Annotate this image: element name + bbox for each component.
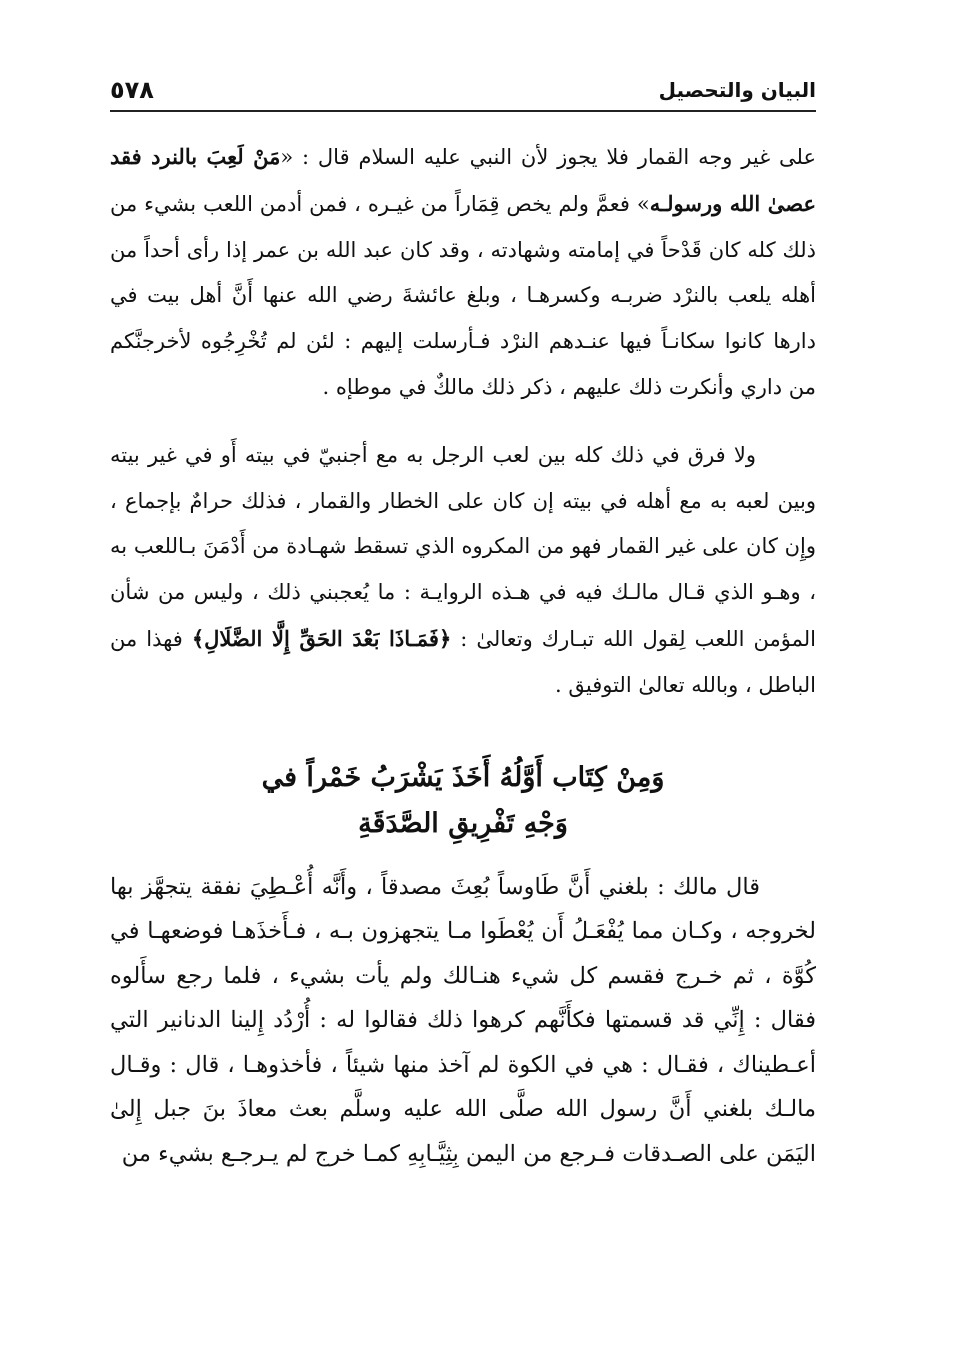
running-title: البيان والتحصيل: [658, 78, 816, 102]
page-number: ٥٧٨: [110, 76, 154, 104]
paragraph-2: [110, 433, 816, 709]
paragraph-2-text: ولا فرق في ذلك كله بين لعب الرجل به مع أجنبيّ في بيته أَو في غير بيته وبين لعبه به مع أهله في بيته إن كان على الخطار والقمار ، فذلك حرامٌ بإجماع ، وإِن كان على غير القمار فهو من المكروه الذي تسقط شهـادة من أَدْمَنَ بـاللعب به ، وهـو الذي قـال مالـك فيه في هـذه الروايـة : ما يُعجبني ذلك ، وليس من شأن المؤمن اللعب لِقول الله تبـارك وتعالىٰ :: [110, 442, 816, 651]
paragraph-1: [110, 134, 816, 411]
hadith-quote: مَنْ لَعِبَ بالنرد فقد عصىٰ الله ورسولـه: [110, 144, 816, 216]
paragraph-1-text-cont: » فعمَّ ولم يخص قِمَاراً من غيـره ، فمن أدمن اللعب بشيء من ذلك كله كان قَدْحاً في إمامته وشهادته ، وقد كان عبد الله بن عمر إذا رأى أحداً من أهله يلعب بالنرْد ضربـه وكسرهـا ، وبلغ عائشةَ رضي الله عنها أَنَّ أهل بيت في دارها كانوا سكانـاً فيها عنـدهم النرْد فـأرسلت إليهم : لئن لم تُخْرِجُوه لأخرجنَّكم من داري وأنكرت ذلك عليهم ، ذكر ذلك مالكٌ في موطإه .: [110, 191, 816, 399]
chapter-heading-line-1: وَمِنْ كِتَاب أَوَّلُهُ أَخَذَ يَشْرَبُ خَمْراً في: [261, 761, 665, 793]
book-page: [110, 70, 816, 1340]
paragraph-2-text-cont: فهذا من الباطل ، وبالله تعالىٰ التوفيق .: [110, 626, 816, 697]
chapter-heading: [110, 755, 816, 847]
page-header: [110, 70, 816, 112]
paragraph-1-text: على غير وجه القمار فلا يجوز لأن النبي عليه السلام قال : «: [280, 145, 816, 169]
paragraph-3: قال مالك : بلغني أَنَّ طَاوساً بُعِثَ مصدقاً ، وأَنَّه أُعْـطِيَ نفقة يتجهَّز بها لخروجه ، وكـان مما يُفْعَـلُ أَن يُعْطَوا مـا يتجهزون بـه ، فـأَخذَهـا فوضعهـا في كُوَّة ، ثم خـرج فقسم كل شيء هنـالك ولم يأت بشيء ، فلما رجع سأَلوه فقال : إِنِّي قد قسمتها فكأَنَّهم كرهوا ذلك فقالوا له : أُرْدُد إِلينا الدنانير التي أعـطيناك ، فقـال : هي في الكوة لم آخذ منها شيئاً ، فأخذوهـا ، قال : وقـال مالـك بلغني أَنَّ رسول الله صلَّى الله عليه وسلَّم بعث معاذَ بنَ جبل إِلىٰ اليَمَن على الصـدقات فـرجع من اليمن بِثِيَّـابِهِ كمـا خرج لم يـرجـع بشيء من: [110, 873, 816, 1167]
chapter-heading-line-2: وَجْهِ تَفْرِيقِ الصَّدَقَةِ: [358, 807, 568, 839]
quran-quote: ﴿فَمَـاذَا بَعْدَ الحَقِّ إِلَّا الضَّلَالِ﴾: [191, 625, 452, 651]
